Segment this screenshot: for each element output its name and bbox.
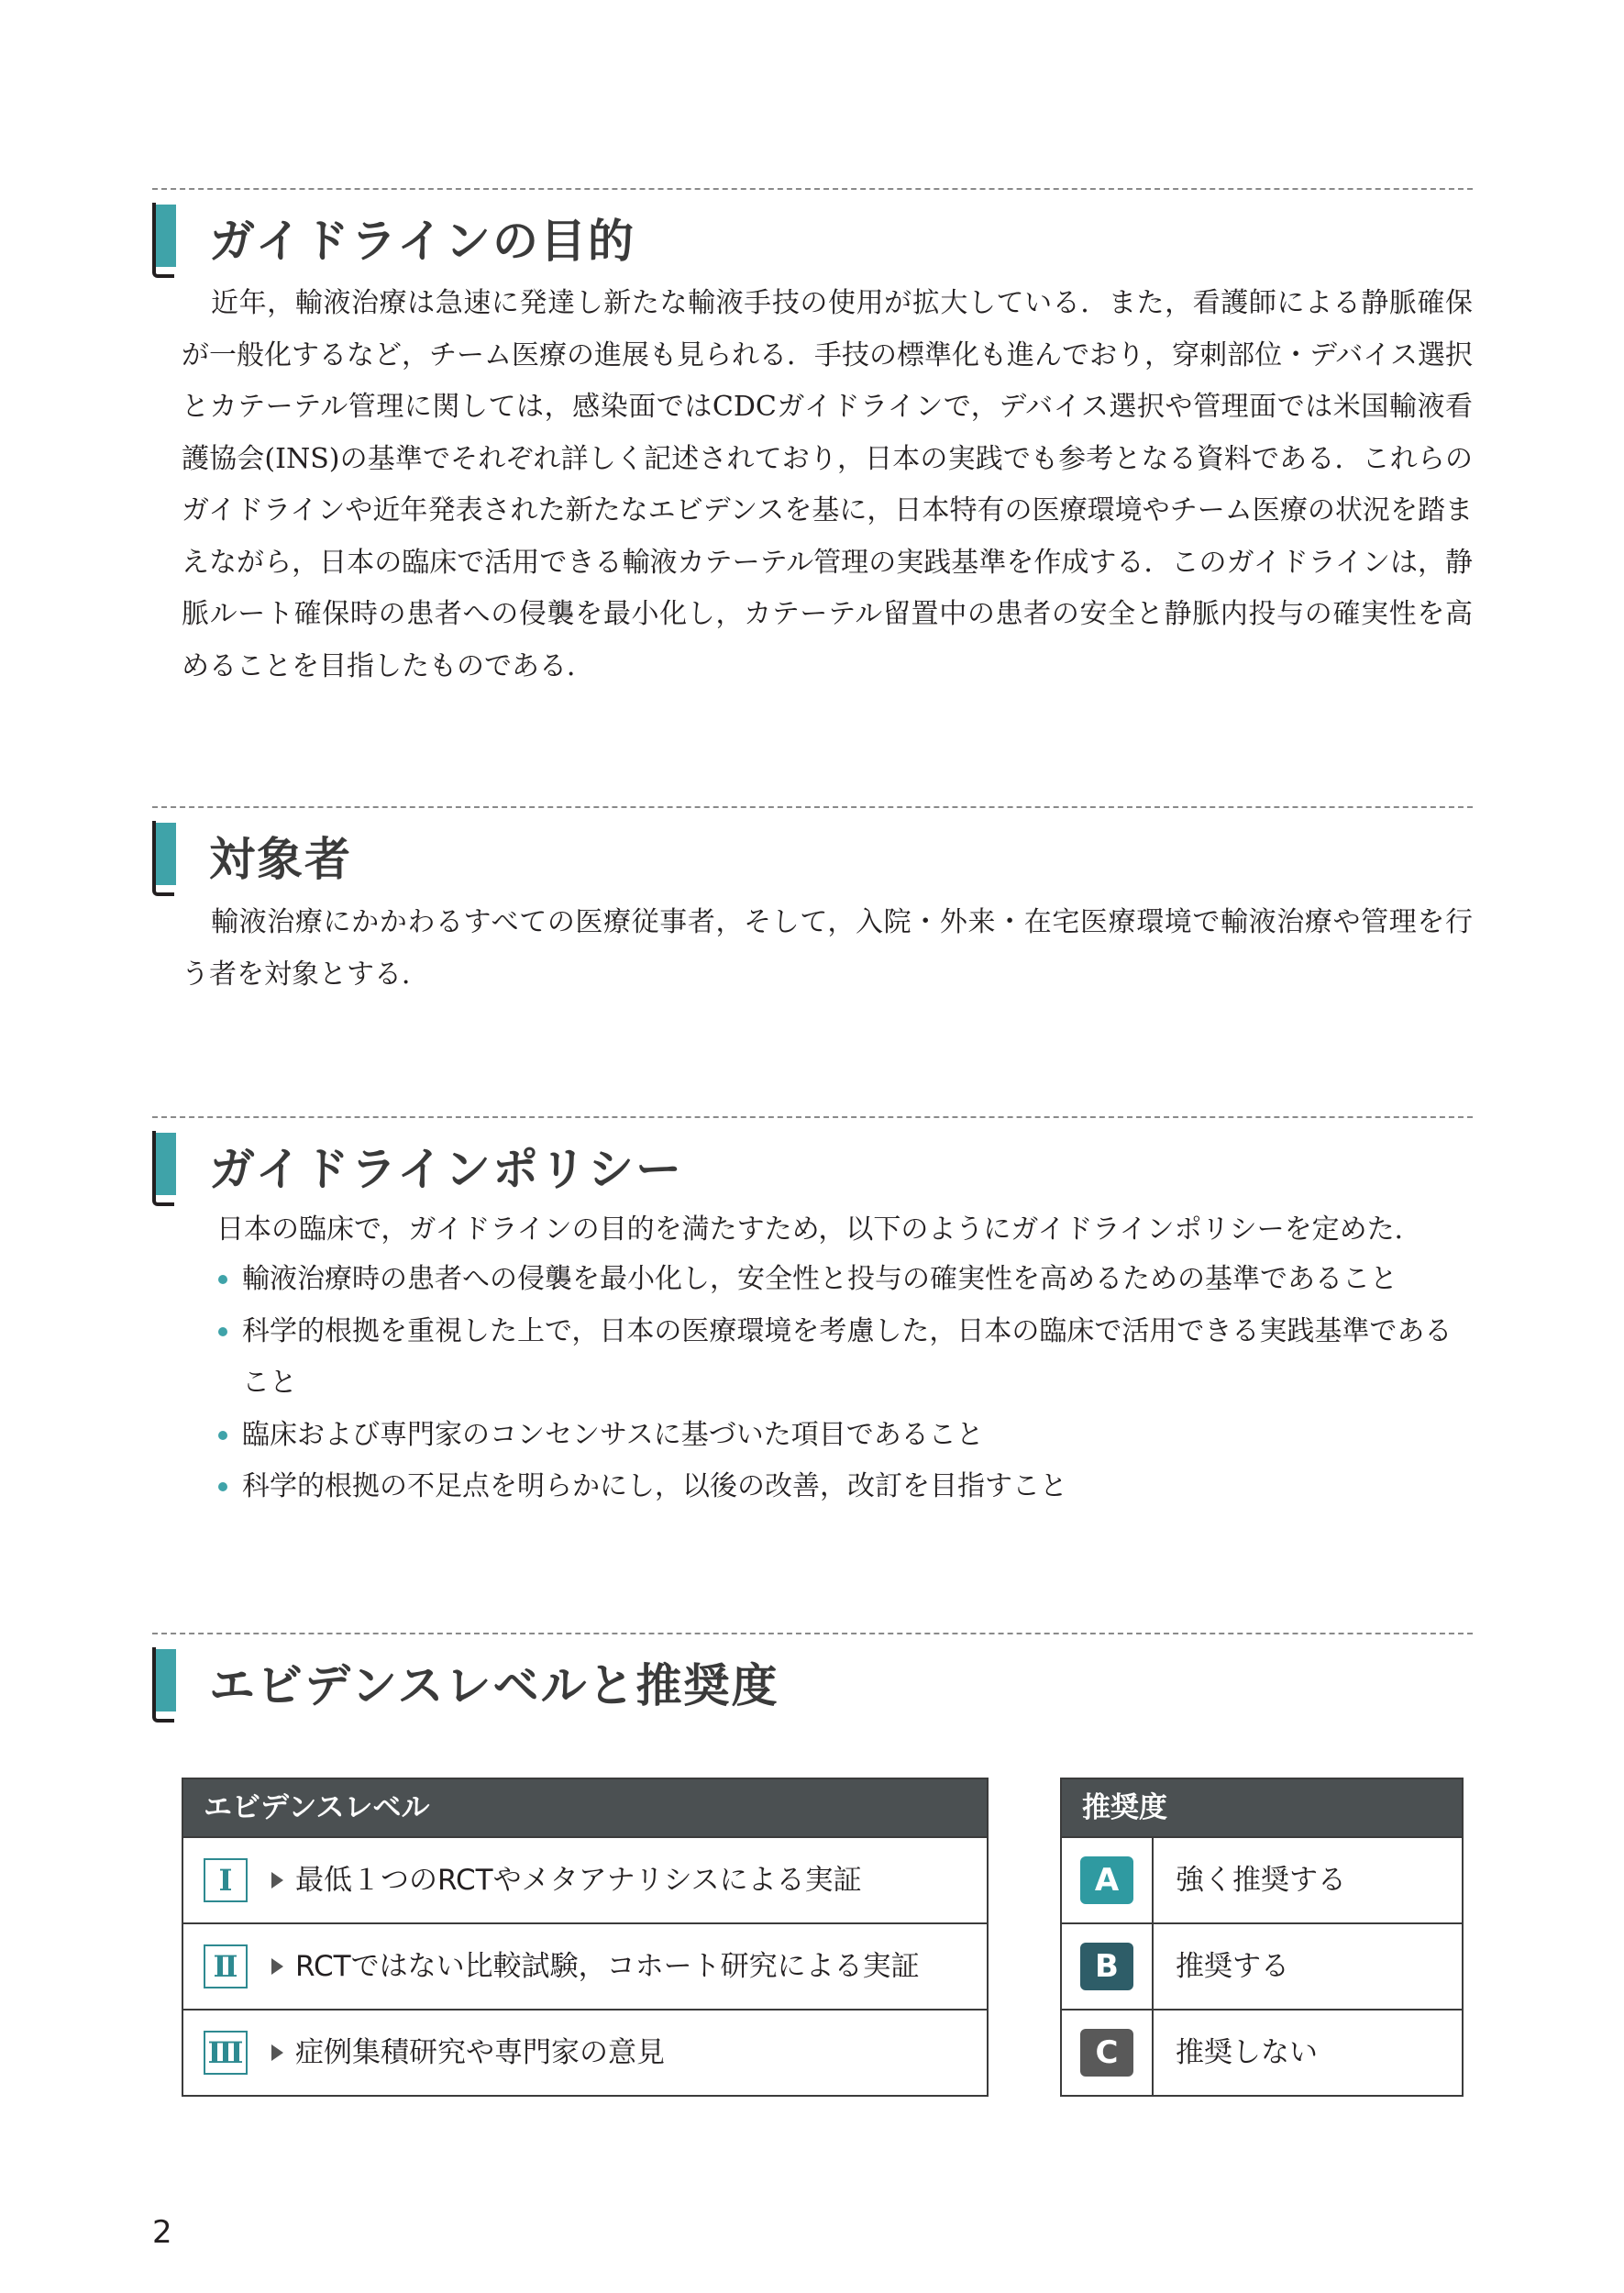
level-description: 最低１つのRCTやメタアナリシスによる実証 [295,1864,862,1897]
table-row [1062,1836,1462,1922]
table-row [183,1836,987,1922]
list-item: 科学的根拠を重視した上で，日本の医療環境を考慮した，日本の臨床で活用できる実践基準であること [216,1306,1473,1410]
heading-marker-icon [152,1131,180,1208]
section-title: ガイドラインポリシー [209,1143,683,1196]
level-description: 症例集積研究や専門家の意見 [295,2036,665,2069]
grade-badge: C [1080,2029,1133,2077]
level-badge: Ⅲ [204,2031,248,2075]
triangle-right-icon [271,2044,283,2061]
table-header: 推奨度 [1062,1779,1462,1836]
page-number: 2 [152,2214,172,2251]
grade-description: 推奨しない [1176,2036,1318,2069]
heading-marker-icon [152,1647,180,1724]
triangle-right-icon [271,1872,283,1889]
level-badge: Ⅱ [204,1944,248,1988]
policy-intro: 日本の臨床で，ガイドラインの目的を満たすため，以下のようにガイドラインポリシーを定めた． [216,1213,1422,1246]
section-divider [152,806,1473,808]
section-body: 輸液治療にかかわるすべての医療従事者，そして，入院・外来・在宅医療環境で輸液治療や管理を行う者を対象とする． [182,906,1473,991]
evidence-level-table [182,1778,989,2097]
list-item: 臨床および専門家のコンセンサスに基づいた項目であること [216,1410,1473,1462]
heading-marker-icon [152,203,180,280]
table-row [183,1922,987,2009]
recommendation-grade-table [1060,1778,1464,2097]
level-description: RCTではない比較試験，コホート研究による実証 [295,1950,920,1983]
policy-list [216,1254,1473,1513]
section-title: ガイドラインの目的 [209,215,635,268]
grade-description: 強く推奨する [1176,1864,1346,1897]
section-divider [152,1116,1473,1118]
table-header: エビデンスレベル [183,1779,987,1836]
triangle-right-icon [271,1958,283,1975]
section-divider [152,1633,1473,1634]
section-body: 近年，輸液治療は急速に発達し新たな輸液手技の使用が拡大している．また，看護師による静脈確保が一般化するなど，チーム医療の進展も見られる．手技の標準化も進んでおり，穿刺部位・デバイス選択とカテーテル管理に関しては，感染面ではCDCガイドラインで，デバイス選択や管理面では米国輸液看護協会(INS)の基準でそれぞれ詳しく記述されており，日本の実践でも参考となる資料である．これらのガイドラインや近年発表された新たなエビデンスを基に，日本特有の医療環境やチーム医療の状況を踏まえながら，日本の臨床で活用できる輸液カテーテル管理の実践基準を作成する．このガイドラインは，静脈ルート確保時の患者への侵襲を最小化し，カテーテル留置中の患者の安全と静脈内投与の確実性を高めることを目指したものである． [182,287,1473,682]
list-item: 科学的根拠の不足点を明らかにし，以後の改善，改訂を目指すこと [216,1461,1473,1513]
section-title: エビデンスレベルと推奨度 [209,1659,779,1712]
grade-description: 推奨する [1176,1950,1289,1983]
heading-marker-icon [152,821,180,898]
section-divider [152,188,1473,190]
table-row [183,2009,987,2095]
level-badge: Ⅰ [204,1858,248,1902]
list-item: 輸液治療時の患者への侵襲を最小化し，安全性と投与の確実性を高めるための基準であること [216,1254,1473,1306]
grade-badge: A [1080,1856,1133,1904]
section-title: 対象者 [209,833,352,886]
grade-badge: B [1080,1943,1133,1990]
table-row [1062,1922,1462,2009]
table-row [1062,2009,1462,2095]
